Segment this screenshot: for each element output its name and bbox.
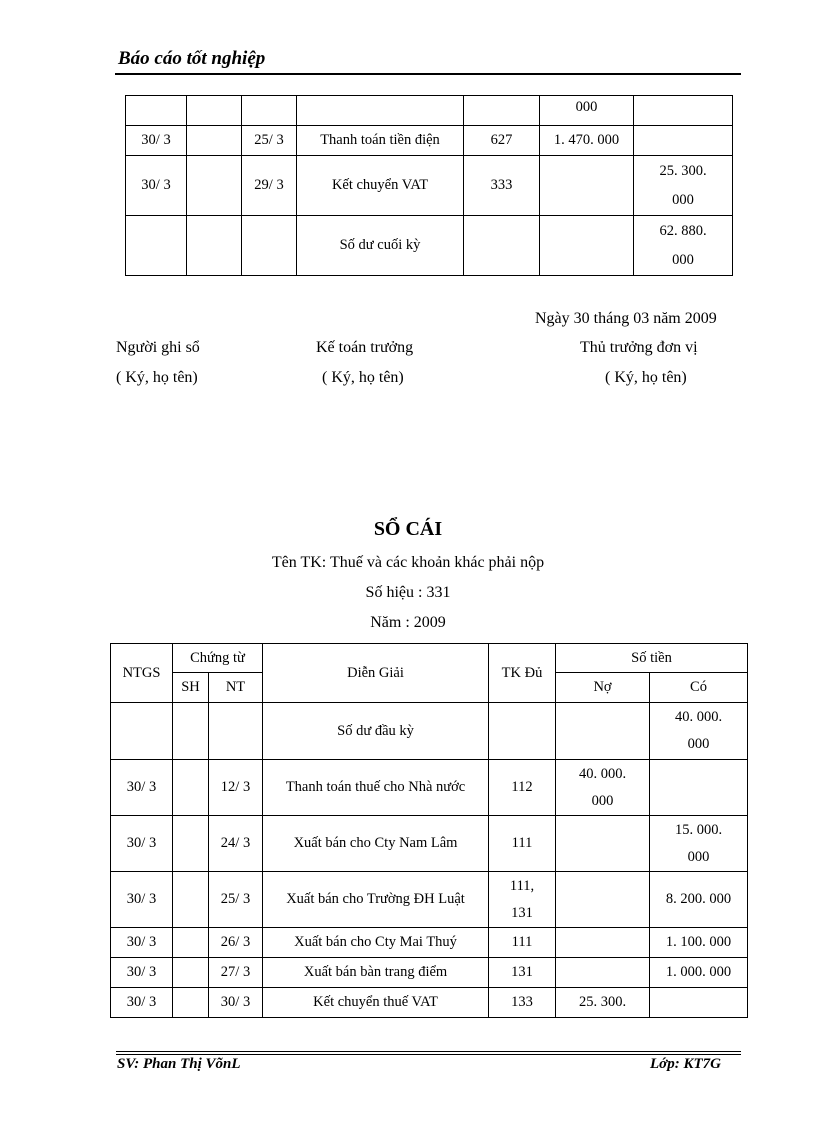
header-divider: [115, 73, 741, 75]
signature-date: Ngày 30 tháng 03 năm 2009: [535, 310, 717, 327]
table-cell: 30/ 3: [111, 816, 173, 872]
table-row: [111, 816, 748, 872]
table-cell: [556, 872, 650, 928]
table-cell: Xuất bán bàn trang điểm: [263, 958, 489, 988]
table-cell: [634, 126, 733, 156]
table-cell: [540, 216, 634, 276]
table-cell: [173, 816, 209, 872]
table-cell: [489, 703, 556, 760]
chief-accountant-sign-hint: ( Ký, họ tên): [322, 369, 404, 386]
table-cell: 30/ 3: [111, 928, 173, 958]
table-cell: 25/ 3: [242, 126, 297, 156]
table-cell: 333: [464, 156, 540, 216]
table-cell: [242, 96, 297, 126]
table-cell: 25. 300.: [556, 988, 650, 1018]
footer-divider: [116, 1051, 741, 1052]
table-cell: Thanh toán thuế cho Nhà nước: [263, 760, 489, 816]
table-cell: 15. 000. 000: [650, 816, 748, 872]
table-cell: Xuất bán cho Cty Mai Thuý: [263, 928, 489, 958]
table-cell: 30/ 3: [126, 156, 187, 216]
table-cell: 1. 000. 000: [650, 958, 748, 988]
table-cell: [634, 96, 733, 126]
header-ntgs: NTGS: [111, 644, 173, 703]
table-cell: 30/ 3: [111, 872, 173, 928]
table-cell: 40. 000. 000: [650, 703, 748, 760]
page-header-title: Báo cáo tốt nghiệp: [118, 48, 266, 69]
table-cell: [650, 988, 748, 1018]
table-cell: 112: [489, 760, 556, 816]
table-cell: [126, 96, 187, 126]
table-row: [111, 872, 748, 928]
table-cell: [111, 703, 173, 760]
table-cell: [187, 216, 242, 276]
ledger-year: Năm : 2009: [370, 614, 446, 631]
chief-accountant-label: Kế toán trưởng: [316, 339, 414, 356]
table-row: [111, 703, 748, 760]
table-cell: [556, 928, 650, 958]
table-cell: 30/ 3: [111, 988, 173, 1018]
table-cell: Số dư cuối kỳ: [297, 216, 464, 276]
table-cell: 111: [489, 816, 556, 872]
table-cell: 30/ 3: [126, 126, 187, 156]
table-cell: Kết chuyển VAT: [297, 156, 464, 216]
table-cell: [173, 988, 209, 1018]
head-of-unit-sign-hint: ( Ký, họ tên): [605, 369, 687, 386]
footer-divider: [116, 1054, 741, 1055]
table-cell: [464, 216, 540, 276]
ledger-table: [110, 643, 748, 1018]
table-cell: 8. 200. 000: [650, 872, 748, 928]
table-cell: 000: [540, 96, 634, 126]
table-cell: 40. 000. 000: [556, 760, 650, 816]
table-cell: [126, 216, 187, 276]
table-cell: 133: [489, 988, 556, 1018]
footer-class: Lớp: KT7G: [650, 1056, 721, 1072]
header-amount: Số tiền: [556, 644, 748, 673]
table-cell: Thanh toán tiền điện: [297, 126, 464, 156]
recorder-sign-hint: ( Ký, họ tên): [116, 369, 198, 386]
header-voucher: Chứng từ: [173, 644, 263, 673]
account-name: Tên TK: Thuế và các khoản khác phải nộp: [271, 554, 545, 571]
table-cell: [556, 958, 650, 988]
table-cell: Xuất bán cho Cty Nam Lâm: [263, 816, 489, 872]
header-credit: Có: [650, 673, 748, 703]
table-cell: Số dư đầu kỳ: [263, 703, 489, 760]
table-cell: [297, 96, 464, 126]
table-cell: 111, 131: [489, 872, 556, 928]
table-cell: 29/ 3: [242, 156, 297, 216]
table-cell: 30/ 3: [111, 760, 173, 816]
header-sh: SH: [173, 673, 209, 703]
header-account: TK Đủ: [489, 644, 556, 703]
table-row: [126, 156, 733, 216]
table-row: [126, 96, 733, 126]
table-row: [111, 760, 748, 816]
header-nt: NT: [209, 673, 263, 703]
table-cell: [173, 703, 209, 760]
table-cell: [650, 760, 748, 816]
ledger-table-continued: [125, 95, 733, 276]
table-cell: 627: [464, 126, 540, 156]
table-cell: Kết chuyển thuế VAT: [263, 988, 489, 1018]
table-cell: 12/ 3: [209, 760, 263, 816]
ledger-title: SỔ CÁI: [373, 518, 443, 540]
table-cell: [173, 760, 209, 816]
table-cell: [464, 96, 540, 126]
header-debit: Nợ: [556, 673, 650, 703]
table-cell: 62. 880. 000: [634, 216, 733, 276]
table-header-row: [111, 644, 748, 673]
table-cell: [556, 703, 650, 760]
table-cell: 131: [489, 958, 556, 988]
table-cell: 30/ 3: [209, 988, 263, 1018]
table-cell: [209, 703, 263, 760]
table-cell: [187, 156, 242, 216]
table-row: [111, 958, 748, 988]
account-number: Số hiệu : 331: [365, 584, 451, 601]
table-cell: [187, 126, 242, 156]
table-cell: [173, 958, 209, 988]
table-cell: [173, 872, 209, 928]
table-row: [111, 988, 748, 1018]
table-cell: 24/ 3: [209, 816, 263, 872]
table-cell: 111: [489, 928, 556, 958]
table-row: [126, 126, 733, 156]
table-row: [111, 928, 748, 958]
recorder-label: Người ghi sổ: [116, 339, 200, 356]
table-cell: 1. 470. 000: [540, 126, 634, 156]
table-cell: [173, 928, 209, 958]
table-cell: 30/ 3: [111, 958, 173, 988]
table-row: [126, 216, 733, 276]
table-cell: Xuất bán cho Trường ĐH Luật: [263, 872, 489, 928]
header-description: Diễn Giải: [263, 644, 489, 703]
table-cell: 26/ 3: [209, 928, 263, 958]
table-cell: [556, 816, 650, 872]
table-cell: [540, 156, 634, 216]
table-cell: [242, 216, 297, 276]
head-of-unit-label: Thủ trưởng đơn vị: [580, 339, 698, 356]
table-cell: 27/ 3: [209, 958, 263, 988]
table-cell: [187, 96, 242, 126]
table-cell: 1. 100. 000: [650, 928, 748, 958]
table-cell: 25. 300. 000: [634, 156, 733, 216]
footer-student: SV: Phan Thị VõnL: [117, 1056, 241, 1072]
table-cell: 25/ 3: [209, 872, 263, 928]
